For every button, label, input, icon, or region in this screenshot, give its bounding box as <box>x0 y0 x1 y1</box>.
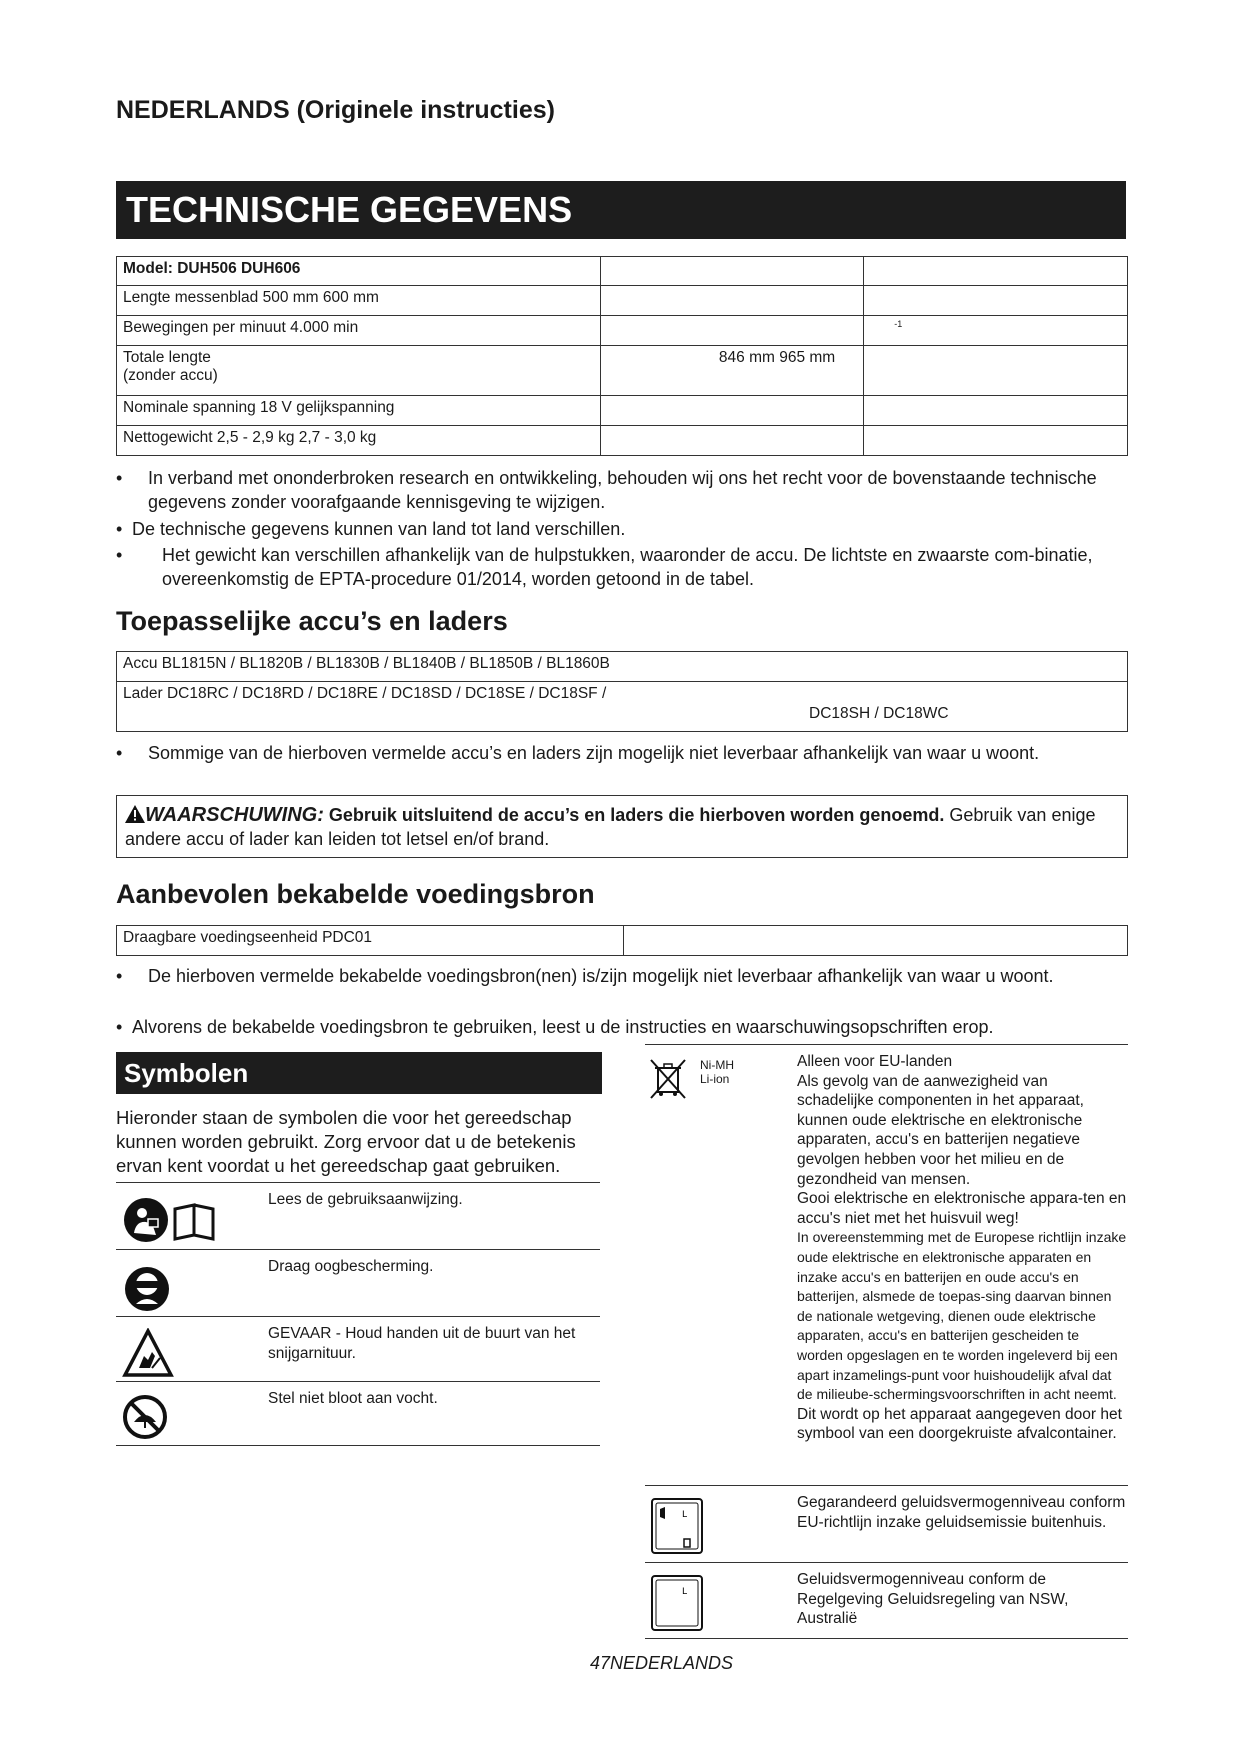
eu-disposal-text: Alleen voor EU-landen Als gevolg van de aanwezigheid van schadelijke componenten in het apparaat, kunnen oude elektrische en elektronische apparaten, accu's en batterijen negatieve gevolgen hebben voor het milieu en de gezondheid van mensen. Gooi elektrische en elektronische appara-ten en accu's niet met het huisvuil weg! In overeenstemming met de Europese richtlijn inzake oude elektrische en elektronische apparaten en inzake accu's en batterijen en oude accu's en batterijen, alsmede de toepas-sing daarvan binnen de nationale wetgeving, dienen oude elektrische apparaten, accu's en batterijen gescheiden te worden opgeslagen en te worden ingeleverd bij een apart inzamelings-punt voor huishoudelijk afval dat de milieube-schermingsvoorschriften in acht neemt. Dit wordt op het apparaat aangegeven door het symbool van een doorgekruiste afvalcontainer. <box>797 1053 1127 1443</box>
table-row <box>117 257 1128 286</box>
read-manual-icon <box>122 1195 220 1245</box>
power-supply-heading: Aanbevolen bekabelde voedingsbron <box>116 879 595 909</box>
batteries-heading: Toepasselijke accu’s en laders <box>116 606 508 636</box>
list-item: • Sommige van de hierboven vermelde accu’s en laders zijn mogelijk niet leverbaar afhankelijk van waar u woont. <box>116 743 1040 763</box>
page-language-title: NEDERLANDS (Originele instructies) <box>116 96 555 124</box>
eye-protection-icon <box>122 1264 172 1314</box>
symbol-text: Draag oogbescherming. <box>268 1258 434 1275</box>
page-footer: 47NEDERLANDS <box>590 1653 734 1673</box>
noise-level-nsw-icon <box>650 1574 704 1632</box>
spec-table <box>116 256 1128 456</box>
table-row <box>117 396 1128 426</box>
symbols-intro: Hieronder staan de symbolen die voor het gereedschap kunnen worden gebruikt. Zorg ervoor dat u de betekenis ervan kent voordat u het gereedschap gaat gebruiken. <box>116 1107 576 1176</box>
table-row <box>117 286 1128 316</box>
symbol-text: GEVAAR - Houd handen uit de buurt van het snijgarnituur. <box>268 1325 576 1362</box>
warning-box <box>116 795 1128 858</box>
spec-blade-length: Lengte messenblad 500 mm 600 mm <box>117 286 601 316</box>
table-row <box>117 316 1128 346</box>
crossed-bin-icon <box>648 1056 688 1100</box>
list-item: • De technische gegevens kunnen van land tot land verschillen. <box>116 519 626 539</box>
svg-text:L: L <box>682 1510 688 1520</box>
noise-nsw-text: Geluidsvermogenniveau conform de Regelgeving Geluidsregeling van NSW, Australië <box>797 1571 1069 1628</box>
warning-label: WAARSCHUWING: <box>145 804 324 826</box>
spec-weight: Nettogewicht 2,5 - 2,9 kg 2,7 - 3,0 kg <box>117 426 601 456</box>
list-item: • De hierboven vermelde bekabelde voedingsbron(nen) is/zijn mogelijk niet leverbaar afhankelijk van waar u woont. <box>116 966 1054 986</box>
spec-model: Model: DUH506 DUH606 <box>117 257 601 286</box>
symbols-heading: Symbolen <box>116 1052 602 1094</box>
spec-unit-superscript: -1 <box>864 316 1128 346</box>
hand-danger-icon <box>122 1328 174 1380</box>
battery-list: Accu BL1815N / BL1820B / BL1830B / BL1840B / BL1850B / BL1860B <box>117 652 1128 682</box>
warning-text: Gebruik van enige andere accu of lader kan leiden tot letsel en/of brand. <box>125 805 1096 849</box>
noise-level-eu-icon <box>650 1497 704 1555</box>
warning-triangle-icon <box>125 805 145 823</box>
table-row <box>117 682 1128 732</box>
charger-list: Lader DC18RC / DC18RD / DC18RE / DC18SD / DC18SE / DC18SF / DC18SH / DC18WC <box>117 682 1128 732</box>
no-moisture-icon <box>122 1394 168 1440</box>
battery-table <box>116 651 1128 732</box>
symbol-text: Stel niet bloot aan vocht. <box>268 1390 438 1407</box>
list-item: • Alvorens de bekabelde voedingsbron te gebruiken, leest u de instructies en waarschuwingsopschriften erop. <box>116 1017 994 1037</box>
svg-text:L: L <box>682 1587 688 1597</box>
tech-specs-heading: TECHNISCHE GEGEVENS <box>116 181 1126 239</box>
battery-type-labels: Ni-MH Li-ion <box>700 1058 734 1086</box>
list-item: • Het gewicht kan verschillen afhankelijk van de hulpstukken, waaronder de accu. De lichtste en zwaarste com-binatie, overeenkomstig de EPTA-procedure 01/2014, worden getoond in de tabel. <box>116 545 1093 589</box>
table-row <box>117 346 1128 396</box>
spec-strokes: Bewegingen per minuut 4.000 min <box>117 316 601 346</box>
symbol-text: Lees de gebruiksaanwijzing. <box>268 1191 463 1208</box>
table-row <box>117 426 1128 456</box>
warning-bold-text: Gebruik uitsluitend de accu’s en laders die hierboven worden genoemd. <box>328 805 945 825</box>
table-row <box>117 652 1128 682</box>
spec-overall-length: Totale lengte (zonder accu) <box>117 346 601 396</box>
power-table <box>116 925 1128 956</box>
spec-overall-length-values: 846 mm 965 mm <box>601 346 864 396</box>
list-item: • In verband met ononderbroken research en ontwikkeling, behouden wij ons het recht voor de bovenstaande technische gegevens zonder voorafgaande kennisgeving te wijzigen. <box>116 468 1097 512</box>
spec-voltage: Nominale spanning 18 V gelijkspanning <box>117 396 601 426</box>
noise-eu-text: Gegarandeerd geluidsvermogenniveau conform EU-richtlijn inzake geluidsemissie buitenhuis. <box>797 1494 1126 1531</box>
power-unit: Draagbare voedingseenheid PDC01 <box>117 926 624 956</box>
table-row <box>117 926 1128 956</box>
